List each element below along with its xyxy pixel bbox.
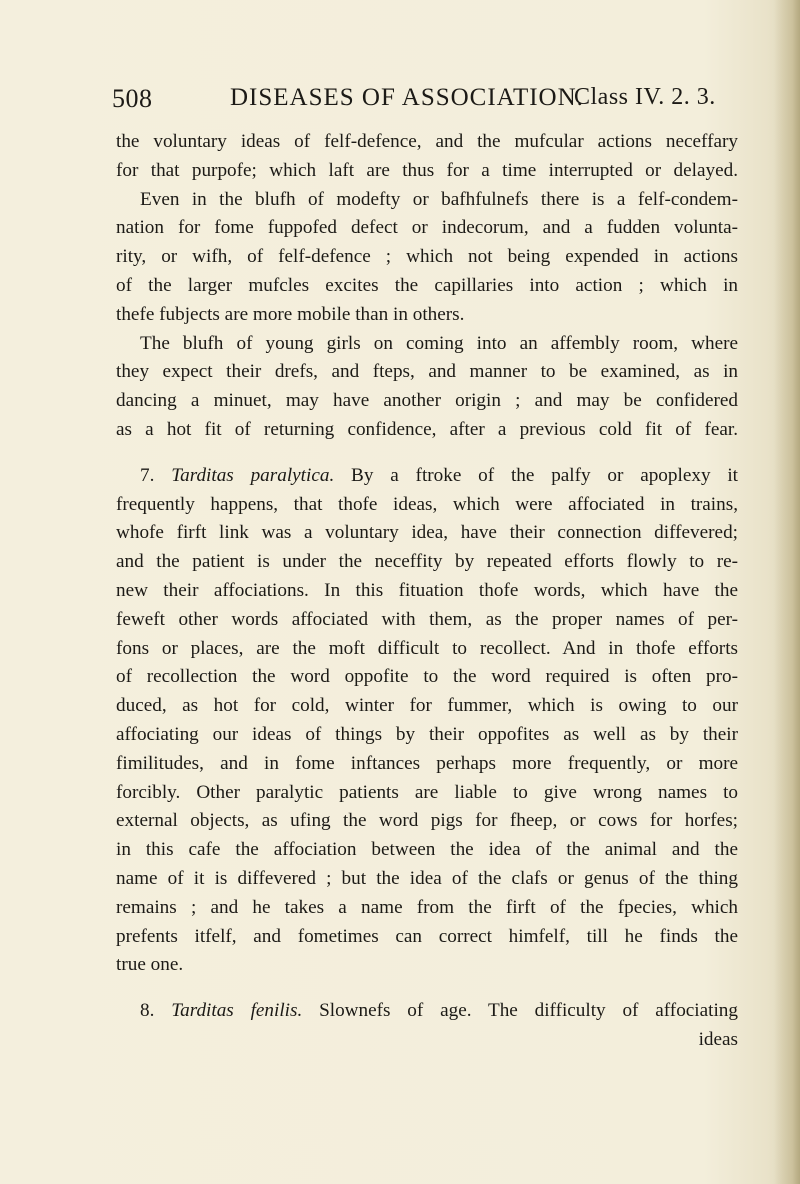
text-line: frequently happens, that thofe ideas, which were affociated in trains, (116, 493, 738, 515)
text-line: thefe fubjects are more mobile than in others. (116, 303, 465, 325)
text-line: of the larger mufcles excites the capillaries into action ; which in (116, 274, 738, 296)
text-line: whofe firft link was a voluntary idea, have their connection diffevered; (116, 522, 738, 544)
text-line: the voluntary ideas of felf-defence, and the mufcular actions neceffary (116, 131, 738, 152)
text-line: external objects, as ufing the word pigs for fheep, or cows for horfes; (116, 810, 738, 832)
section-heading-line: 8. Tarditas fenilis. Slownefs of age. The difficulty of affociating (140, 1000, 738, 1022)
latin-term: Tarditas paralytica. (171, 464, 335, 486)
text-line: new their affociations. In this fituation thofe words, which have the (116, 579, 738, 601)
text-line: remains ; and he takes a name from the firft of the fpecies, which (116, 896, 738, 918)
class-label: Class IV. 2. 3. (574, 84, 716, 110)
text-line: rity, or wifh, of felf-defence ; which not being expended in actions (116, 246, 738, 268)
text-line: of recollection the word oppofite to the word required is often pro- (116, 666, 738, 688)
text-line: The blufh of young girls on coming into an affembly room, where (140, 332, 738, 354)
page-number: 508 (112, 84, 153, 113)
text-line: fimilitudes, and in fome inftances perhaps more frequently, or more (116, 752, 738, 774)
text-line: name of it is diffevered ; but the idea of the clafs or genus of the thing (116, 867, 738, 889)
text-line: and the patient is under the neceffity by repeated efforts flowly to re- (116, 551, 738, 573)
text-line: in this cafe the affociation between the idea of the animal and the (116, 839, 738, 861)
text-line: Even in the blufh of modefty or bafhfulnefs there is a felf-condem- (140, 188, 738, 210)
text-line: duced, as hot for cold, winter for fummer, which is owing to our (116, 695, 738, 717)
text-line: affociating our ideas of things by their oppofites as well as by their (116, 723, 738, 745)
running-title: DISEASES OF ASSOCIATION. (230, 84, 584, 111)
section-heading-line: 7. Tarditas paralytica. By a ftroke of the palfy or apoplexy it (140, 464, 738, 486)
latin-term: Tarditas fenilis. (171, 1000, 303, 1022)
text-line: for that purpofe; which laft are thus for a time interrupted or delayed. (116, 159, 738, 181)
text-line: feweft other words affociated with them, as the proper names of per- (116, 608, 738, 630)
body-text (116, 128, 738, 1055)
text-line: forcibly. Other paralytic patients are liable to give wrong names to (116, 781, 738, 803)
text-line: as a hot fit of returning confidence, after a previous cold fit of fear. (116, 418, 738, 440)
text-line: nation for fome fuppofed defect or indecorum, and a fudden volunta- (116, 217, 738, 239)
catchword: ideas (698, 1028, 738, 1050)
text-line: they expect their drefs, and fteps, and manner to be examined, as in (116, 361, 738, 383)
page-edge-shadow (774, 0, 800, 1184)
text-line: fons or places, are the moft difficult to recollect. And in thofe efforts (116, 637, 738, 659)
text-line: dancing a minuet, may have another origin ; and may be confidered (116, 390, 738, 412)
text-line: true one. (116, 954, 184, 976)
text-line: prefents itfelf, and fometimes can correct himfelf, till he finds the (116, 925, 738, 947)
running-header (112, 84, 740, 118)
